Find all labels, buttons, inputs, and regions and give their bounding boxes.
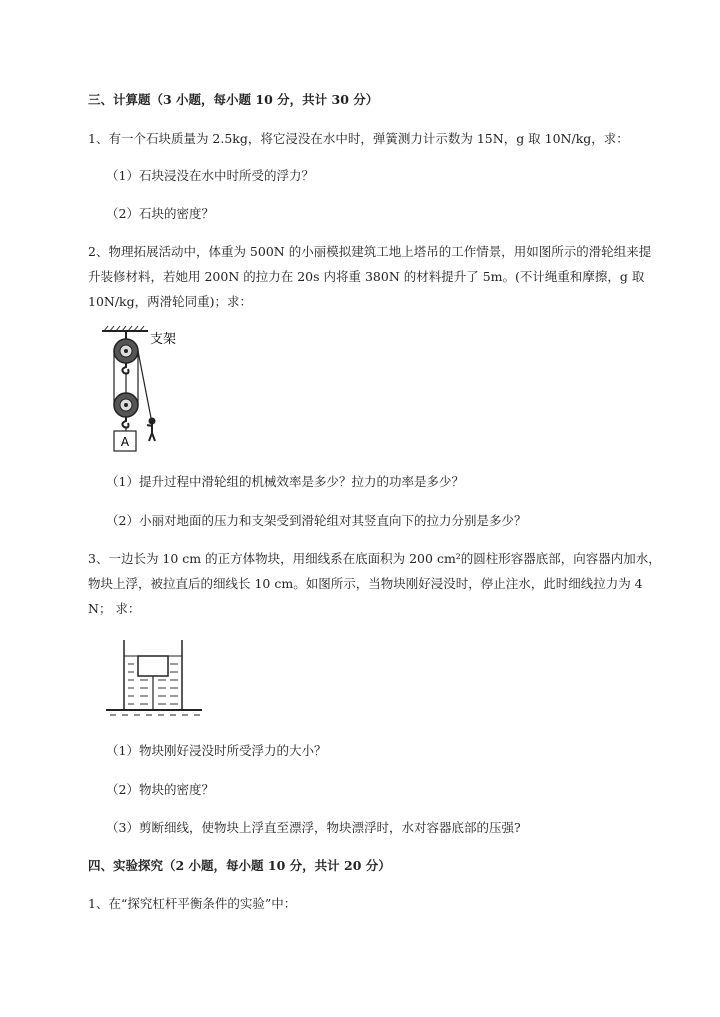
q4-stem: 1、在“探究杠杆平衡条件的实验”中：: [88, 896, 297, 911]
q1-part-1: （1）石块浸没在水中时所受的浮力？: [106, 168, 314, 183]
q2-stem-line-1: 2、物理拓展活动中，体重为 500N 的小丽模拟建筑工地上塔吊的工作情景，用如图所示的滑轮组来提: [88, 244, 652, 259]
q3-part-1: （1）物块刚好浸没时所受浮力的大小？: [106, 743, 327, 758]
q3-part-2: （2）物块的密度？: [106, 782, 214, 797]
q3-stem-line-1: 3、一边长为 10 cm 的正方体物块，用细线系在底面积为 200 cm²的圆柱形容器底部，向容器内加水，: [88, 551, 661, 566]
cube-block: [138, 656, 168, 676]
container-diagram: [104, 636, 204, 718]
support-label: 支架: [150, 332, 177, 347]
q3-stem-line-3: N； 求：: [88, 601, 141, 616]
block-a-label: A: [120, 435, 130, 449]
section-3-heading: 三、计算题（3 小题，每小题 10 分，共计 30 分）: [88, 92, 379, 107]
section-4-heading: 四、实验探究（2 小题，每小题 10 分，共计 20 分）: [88, 858, 391, 873]
q1-part-2: （2）石块的密度？: [106, 206, 214, 221]
pulley-diagram: [100, 325, 190, 455]
q2-part-1: （1）提升过程中滑轮组的机械效率是多少？拉力的功率是多少？: [106, 474, 464, 489]
person-figure: [147, 419, 155, 442]
q1-stem: 1、有一个石块质量为 2.5kg，将它浸没在水中时，弹簧测力计示数为 15N，g 取 10N/kg，求：: [88, 131, 629, 146]
q2-stem-line-2: 升装修材料，若她用 200N 的拉力在 20s 内将重 380N 的材料提升了 5m。(不计绳重和摩擦，g 取: [88, 269, 645, 284]
q3-part-3: （3）剪断细线，使物块上浮直至漂浮，物块漂浮时，水对容器底部的压强?: [106, 820, 521, 835]
q3-stem-line-2: 物块上浮，被拉直后的细线长 10 cm。如图所示，当物块刚好浸没时，停止注水，此时细线拉力为 4: [88, 576, 643, 591]
q2-part-2: （2）小丽对地面的压力和支架受到滑轮组对其竖直向下的拉力分别是多少？: [106, 513, 527, 528]
q2-stem-line-3: 10N/kg，两滑轮同重)；求：: [88, 294, 253, 309]
